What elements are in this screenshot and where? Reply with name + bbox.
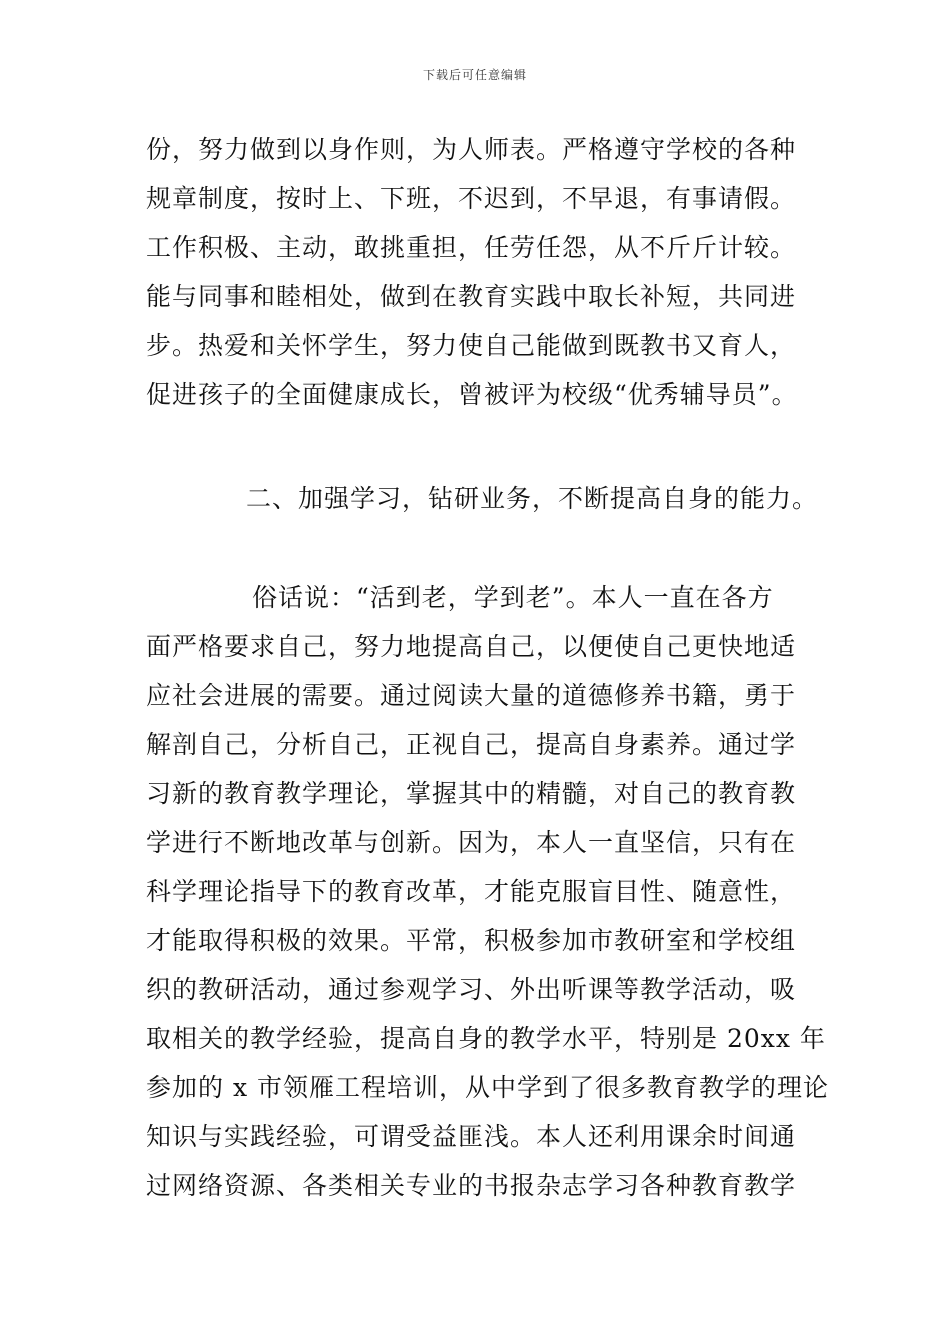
paragraph-1-line: 能与同事和睦相处，做到在教育实践中取长补短，共同进 xyxy=(146,282,797,311)
section-heading: 二、加强学习，钻研业务，不断提高自身的能力。 xyxy=(246,484,819,513)
paragraph-2-line: 知识与实践经验，可谓受益匪浅。本人还利用课余时间通 xyxy=(146,1122,797,1151)
paragraph-2-line: 科学理论指导下的教育改革，才能克服盲目性、随意性， xyxy=(146,877,797,906)
paragraph-2-line: 学进行不断地改革与创新。因为，本人一直坚信，只有在 xyxy=(146,828,797,857)
paragraph-1-line: 步。热爱和关怀学生，努力使自己能做到既教书又育人， xyxy=(146,331,797,360)
paragraph-2-line: 俗话说：“活到老，学到老”。本人一直在各方 xyxy=(252,583,774,612)
paragraph-1-line: 规章制度，按时上、下班，不迟到，不早退，有事请假。 xyxy=(146,184,797,213)
paragraph-1-line: 工作积极、主动，敢挑重担，任劳任怨，从不斤斤计较。 xyxy=(146,233,797,262)
header-note: 下载后可任意编辑 xyxy=(422,68,527,82)
paragraph-2-line: 过网络资源、各类相关专业的书报杂志学习各种教育教学 xyxy=(146,1171,797,1200)
paragraph-2-line: 取相关的教学经验，提高自身的教学水平，特别是 20xx 年 xyxy=(146,1024,826,1053)
paragraph-2-line: 解剖自己，分析自己，正视自己，提高自身素养。通过学 xyxy=(146,730,797,759)
paragraph-1-line: 份，努力做到以身作则，为人师表。严格遵守学校的各种 xyxy=(146,135,797,164)
paragraph-2-line: 应社会进展的需要。通过阅读大量的道德修养书籍，勇于 xyxy=(146,681,797,710)
paragraph-1-line: 促进孩子的全面健康成长，曾被评为校级“优秀辅导员”。 xyxy=(146,380,798,409)
paragraph-2-line: 才能取得积极的效果。平常，积极参加市教研室和学校组 xyxy=(146,926,797,955)
paragraph-2-line: 织的教研活动，通过参观学习、外出听课等教学活动，吸 xyxy=(146,975,797,1004)
paragraph-2-line: 面严格要求自己，努力地提高自己，以便使自己更快地适 xyxy=(146,632,797,661)
paragraph-2-line: 参加的 x 市领雁工程培训，从中学到了很多教育教学的理论 xyxy=(146,1073,829,1102)
paragraph-2-line: 习新的教育教学理论，掌握其中的精髓，对自己的教育教 xyxy=(146,779,797,808)
